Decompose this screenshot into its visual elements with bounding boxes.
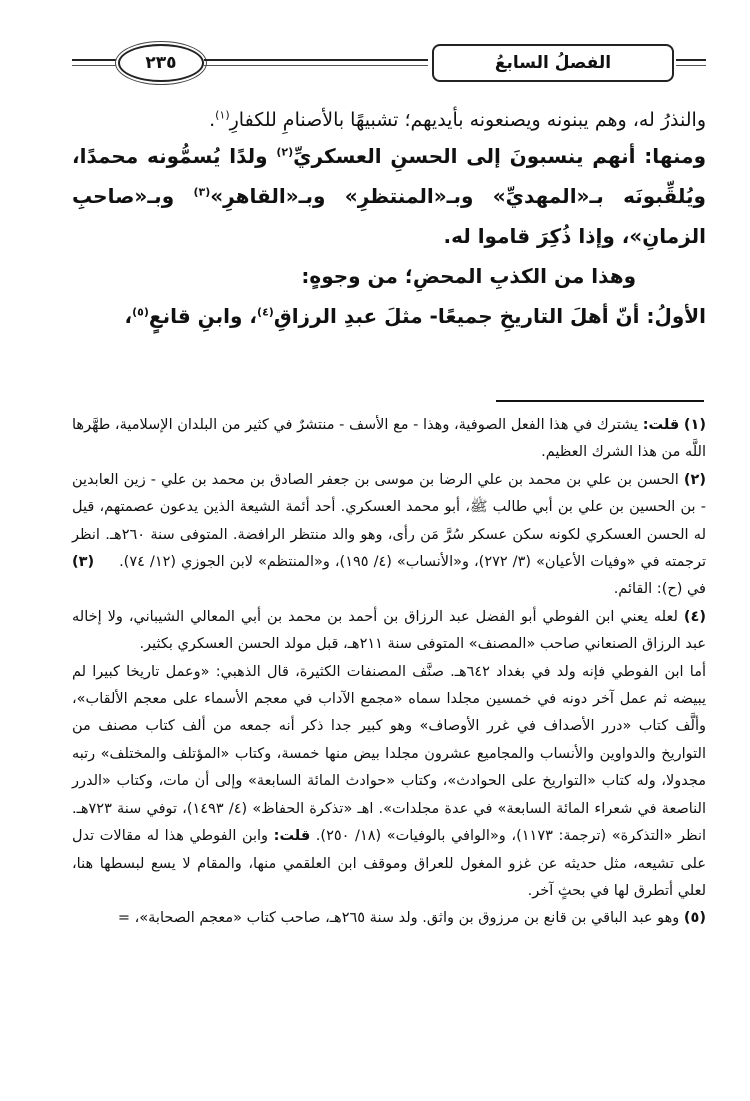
- footnote-number: (٢): [683, 471, 706, 488]
- footnote-4-continued: [72, 659, 706, 906]
- footnote-5: [72, 905, 706, 932]
- main-text-span: وهذا من الكذبِ المحضِ؛ من وجوهٍ:: [301, 264, 636, 288]
- main-paragraph-4: [72, 296, 706, 336]
- main-text-span: ،: [124, 304, 133, 328]
- main-paragraph-1: والنذرُ له، وهم يبنونه ويصنعونه بأيديهم؛ تشبيهًا بالأصنامِ للكفارِ$^{(١)}$.: [209, 108, 706, 131]
- header-rule-middle: [204, 59, 428, 66]
- page-number: [118, 44, 204, 82]
- header-rule-left: [72, 59, 116, 66]
- footnote-number: (٤): [683, 608, 706, 625]
- main-text-span: ومنها: أنهم ينسبونَ إلى الحسنِ العسكريِّ: [293, 144, 706, 168]
- page-header: [72, 44, 706, 84]
- main-paragraph-3: [72, 256, 706, 296]
- footnote-text: وهو عبد الباقي بن قانع بن مرزوق بن واثق. ولد سنة ٢٦٥هـ، صاحب كتاب «معجم الصحابة»، =: [117, 910, 680, 927]
- footnote-separator: [496, 400, 704, 402]
- point-label: الأولُ:: [646, 304, 706, 328]
- footnote-number: (٣): [72, 554, 95, 571]
- main-text-span: وبـ«صاحبِ الزمانِ»، وإذا ذُكِرَ قاموا له.: [72, 184, 706, 248]
- footnote-1: [72, 412, 706, 467]
- footnote-ref-5[interactable]: (٥): [132, 305, 149, 319]
- chapter-title: [432, 44, 674, 82]
- main-text-span: ويُلقِّبونَه بـ«المهديِّ» وبـ«المنتظرِ» وبـ«القاهرِ»: [210, 184, 706, 208]
- footnote-2: [72, 467, 706, 604]
- main-paragraph-2: [72, 136, 706, 256]
- footnote-ref-2[interactable]: (٢): [276, 145, 294, 159]
- footnotes: [72, 412, 706, 933]
- chapter-title-text: الفصلُ السابعُ: [494, 53, 612, 73]
- footnote-text: الحسن بن علي بن محمد بن علي الرضا بن موسى بن جعفر الصادق بن محمد بن علي - زين العابدين - بن الحسين بن علي بن أبي طالب ﷺ، أبو محمد العسكري. أحد أئمة الشيعة الذين يدعون عصمتهم، قيل له الحسن العسكري لكونه سكن عسكر سُرَّ مَن رأى، وهو والد منتظر الرافضة. المتوفى سنة ٢٦٠هـ. انظر ترجمته في «وفيات الأعيان» (٣/ ٢٧٢)، و«الأنساب» (٤/ ١٩٥)، و«المنتظم» لابن الجوزي (١٢/ ٧٤).: [72, 471, 707, 571]
- footnote-text: في (ح): القائم.: [613, 581, 706, 598]
- footnote-4: [72, 604, 706, 659]
- footnote-number: (٥): [683, 910, 706, 927]
- header-rule-right: [676, 59, 706, 66]
- main-text-span: أنّ أهلَ التاريخِ جميعًا- مثلَ عبدِ الرزاقِ: [273, 304, 640, 328]
- footnote-ref-4[interactable]: (٤): [257, 305, 274, 319]
- main-text-span: ولدًا يُسمُّونه محمدًا،: [72, 144, 268, 168]
- footnote-number: (١): [683, 417, 707, 433]
- main-text-span: والنذرُ له، وهم يبنونه ويصنعونه بأيديهم؛ تشبيهًا بالأصنامِ للكفارِ: [229, 109, 706, 131]
- footnote-text: وابن الفوطي هذا له مقالات تدل على تشيعه، مثل حديثه عن غزو المغول للعراق وموقف ابن العلقمي منها، والمقام لا يسع لبسطها هنا، لعلي أتطرق لها في بحثٍ آخر.: [72, 828, 706, 899]
- main-text-span: ، وابنِ قانعٍ: [148, 304, 258, 328]
- footnote-text: لعله يعني ابن الفوطي أبو الفضل عبد الرزاق بن أحمد بن محمد بن أبي المعالي الشيباني، ولا إخاله عبد الرزاق الصنعاني صاحب «المصنف» المتوفى سنة ٢١١هـ، قبل مولد الحسن العسكري بكثير.: [72, 608, 706, 653]
- footnote-text: أما ابن الفوطي فإنه ولد في بغداد ٦٤٢هـ. صنَّف المصنفات الكثيرة، قال الذهبي: «وعمل تاريخا كبيرا لم يبيضه ثم عمل آخر دونه في خمسين مجلدا سماه «مجمع الآداب في معجم الأسماء على معجم الألقاب»، وألَّف كتاب «درر الأصداف في غرر الأوصاف» وهو كبير جدا ذكر أنه جمعه من ألف كتاب مصنف من التواريخ والدواوين والأنساب والمجاميع عشرون مجلدا بيض منها خمسة، وكتاب «المؤتلف والمختلف» رتبه مجدولا، وله كتاب «التواريخ على الحوادث»، وكتاب «حوادث المائة السابعة» وإلى أن مات، وكتاب «الدرر الناصعة في شعراء المائة السابعة» في عدة مجلدات». اهـ «تذكرة الحفاظ» (٤/ ١٤٩٣)، توفي سنة ٧٢٣هـ. انظر «التذكرة» (ترجمة: ١١٧٣)، و«الوافي بالوفيات» (١٨/ ٢٥٠).: [72, 663, 707, 845]
- page-number-text: ٢٣٥: [145, 53, 177, 73]
- footnote-ref-3[interactable]: (٣): [193, 185, 211, 199]
- footnote-text: يشترك في هذا الفعل الصوفية، وهذا - مع الأسف - منتشرٌ في كثير من البلدان الإسلامية، طهَّرها اللَّه من هذا الشرك العظيم.: [72, 417, 706, 461]
- footnote-label: قلت:: [642, 417, 680, 433]
- footnote-ref-1[interactable]: (١): [215, 108, 230, 122]
- footnote-label: قلت:: [273, 828, 311, 845]
- main-text: [72, 104, 706, 336]
